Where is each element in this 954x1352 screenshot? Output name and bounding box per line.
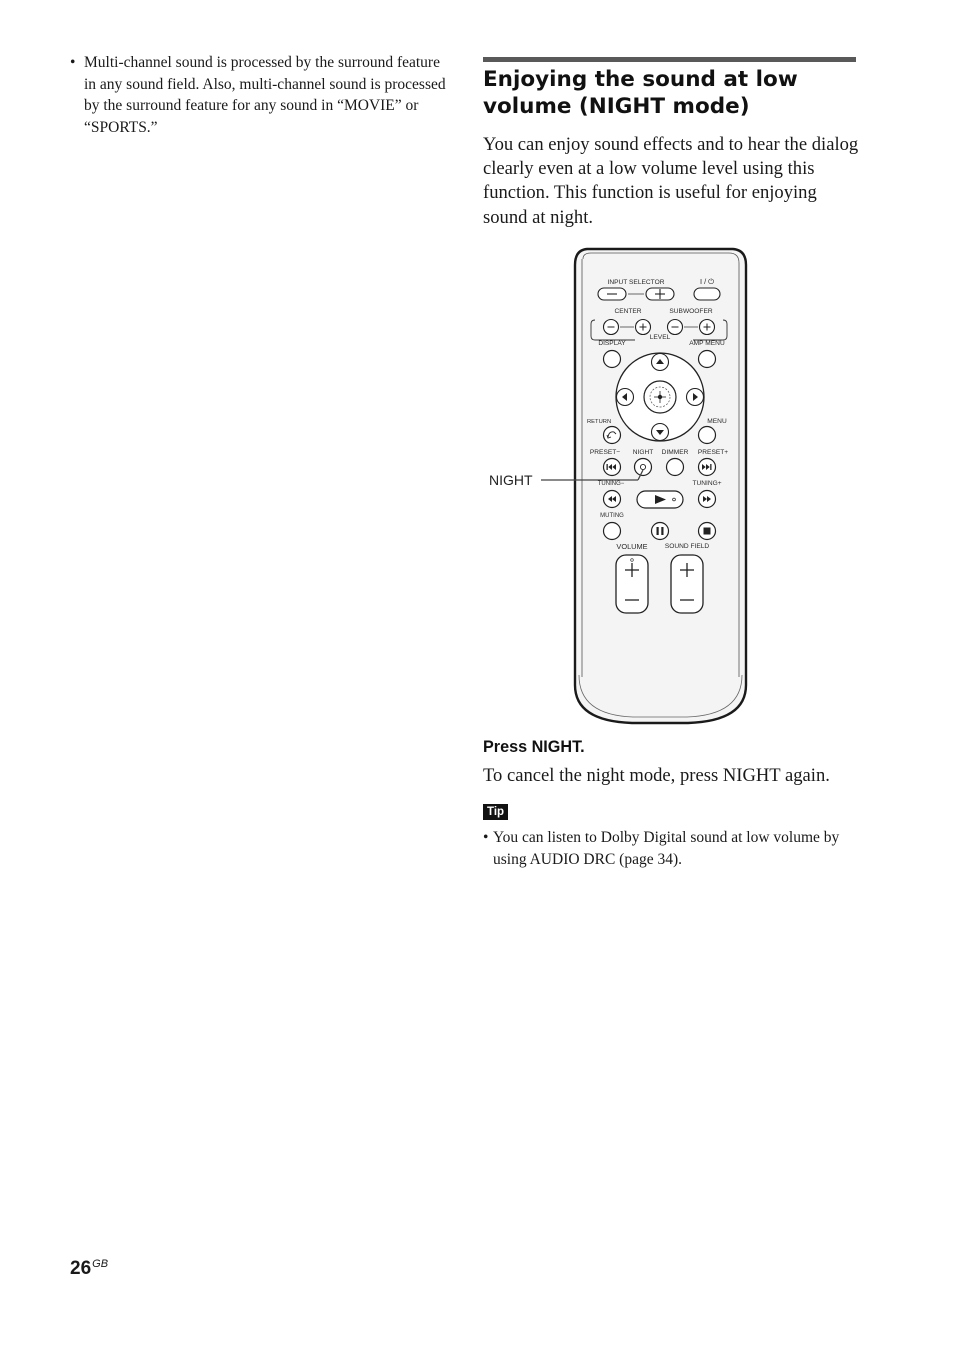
preset-plus-button[interactable] (699, 459, 716, 476)
page-number-suffix: GB (92, 1258, 109, 1270)
tip-text: You can listen to Dolby Digital sound at low volume by using AUDIO DRC (page 34). (493, 829, 840, 868)
amp-menu-button[interactable] (699, 351, 716, 368)
pause-button[interactable] (652, 523, 669, 540)
cancel-instruction: To cancel the night mode, press NIGHT again. (483, 765, 830, 786)
menu-button[interactable] (699, 427, 716, 444)
section-intro: You can enjoy sound effects and to hear the dialog clearly even at a low volume level using this function. This function is useful for enjoying sound at night. (483, 134, 859, 228)
label-preset-plus: PRESET+ (697, 449, 729, 456)
label-dimmer: DIMMER (661, 449, 689, 456)
remote-illustration (483, 245, 863, 730)
bullet-marker: • (70, 54, 76, 71)
navigation-pad[interactable] (616, 353, 704, 441)
label-return: RETURN (587, 419, 612, 425)
tip-bullet-marker: • (483, 829, 489, 846)
label-center: CENTER (614, 308, 642, 315)
label-sound-field: SOUND FIELD (664, 543, 710, 550)
muting-button[interactable] (604, 523, 621, 540)
step-instruction: Press NIGHT. (483, 738, 585, 756)
stop-button[interactable] (699, 523, 716, 540)
label-tuning-plus: TUNING+ (692, 480, 722, 487)
power-button[interactable] (694, 288, 720, 300)
label-preset-minus: PRESET− (589, 449, 621, 456)
label-amp-menu: AMP MENU (689, 340, 725, 347)
remote-drawing (483, 245, 863, 730)
surround-note (70, 52, 446, 138)
tip-item (483, 827, 858, 871)
center-minus-button[interactable] (604, 320, 619, 335)
return-button[interactable] (604, 427, 621, 444)
label-display: DISPLAY (598, 340, 626, 347)
tuning-plus-button[interactable] (699, 491, 716, 508)
label-tuning-minus: TUNING− (597, 481, 625, 487)
page-number (70, 1258, 108, 1280)
night-callout-label: NIGHT (489, 472, 533, 488)
input-selector-minus-button[interactable] (598, 288, 626, 300)
label-power: I / ⏻ (699, 277, 715, 286)
label-subwoofer: SUBWOOFER (669, 308, 713, 315)
section-rule (483, 57, 856, 62)
page-number-value: 26 (70, 1258, 92, 1279)
dimmer-button[interactable] (667, 459, 684, 476)
sound-field-rocker[interactable] (671, 555, 703, 613)
surround-note-text: Multi-channel sound is processed by the surround feature in any sound field. Also, multi-channel sound is processed by the surround feature for any sound in “MOVIE” or “SPORTS.” (84, 54, 446, 136)
play-button[interactable] (637, 491, 683, 508)
night-button[interactable] (635, 459, 652, 476)
label-volume: VOLUME (616, 542, 648, 551)
display-button[interactable] (604, 351, 621, 368)
label-menu: MENU (707, 418, 727, 425)
label-muting: MUTING (600, 513, 624, 519)
tuning-minus-button[interactable] (604, 491, 621, 508)
subwoofer-minus-button[interactable] (668, 320, 683, 335)
tip-badge: Tip (483, 804, 508, 820)
label-night: NIGHT (632, 449, 654, 456)
section-heading: Enjoying the sound at low volume (NIGHT mode) (483, 67, 798, 119)
center-plus-button[interactable] (636, 320, 651, 335)
label-input-selector: INPUT SELECTOR (607, 279, 665, 286)
subwoofer-plus-button[interactable] (700, 320, 715, 335)
preset-minus-button[interactable] (604, 459, 621, 476)
input-selector-plus-button[interactable] (646, 288, 674, 300)
label-level: LEVEL (649, 334, 671, 341)
volume-rocker[interactable] (616, 555, 648, 613)
